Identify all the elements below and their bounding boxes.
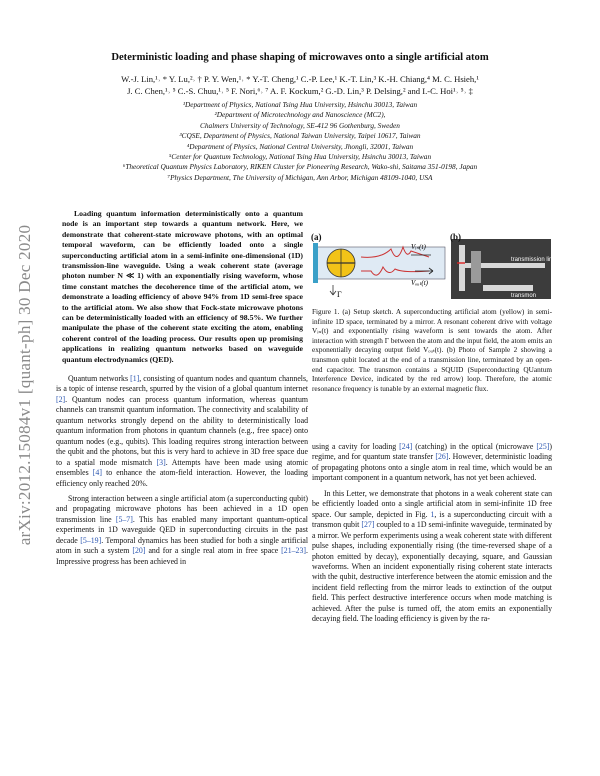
author-line: J. C. Chen,¹˒ ⁵ C.-S. Chuu,¹˒ ⁵ F. Nori,⁶˒ ⁷ A. F. Kockum,² G.-D. Lin,³ P. Delsing,² and I.-C. Hoi¹˒ ⁵˒ ‡ (127, 86, 473, 96)
decay-arrow (330, 285, 336, 295)
arxiv-sidebar (8, 195, 42, 575)
citation-link[interactable]: [24] (399, 442, 413, 451)
paragraph: Quantum networks [1], consisting of quantum nodes and quantum channels, is a topic of intense research, spurred by the vision of a global quantum internet [2]. Quantum nodes can process quantum information, whereas quantum channels can transmit quantum information. The connectivity and scalability of quantum networks strongly depend on the ability to deterministically load quantum information from photons in quantum channels (e.g., free space) onto quantum nodes (e.g., qubits). This loading requires strong interaction between the qubit and the photons, but this is very hard to achieve in 3D free space due to a spatial mode mismatch [3]. Attempts have been made using atomic ensembles [4] to enhance the atom-field interaction. However, the loading efficiency only reached 20%. (56, 374, 308, 488)
author-list (60, 73, 540, 97)
line-label: transmission line (511, 257, 554, 263)
abstract: Loading quantum information deterministically onto a quantum node is an important step towards a quantum network. Here, we demonstrate that coherent-state microwave photons, with an optimal temporal waveform, can be efficiently loaded onto a single superconducting artificial atom in a semi-infinite one-dimensional (1D) transmission-line waveguide. Using a weak coherent state (average photon number N ≪ 1) with an exponentially rising waveform, whose time constant matches the decoherence time of the artificial atom, we demonstrate a loading efficiency of above 94% from 1D semi-free space to the artificial atom. We also show that Fock-state microwave photons can be deterministically loaded with an efficiency of 98.5%. We further manipulate the phase of the coherent state exciting the atom, enabling coherent control of the loading process. Our results open up promising applications in realizing quantum networks based on waveguide quantum electrodynamics (QED). (62, 209, 303, 364)
citation-link[interactable]: [5–19] (80, 535, 102, 545)
citation-link[interactable]: [20] (132, 546, 146, 556)
paragraph: Strong interaction between a single artificial atom (a superconducting qubit) and propagating microwave photons has been achieved in a 1D open transmission line [5–7]. This has enabled many important quantum-optical experiments in 1D waveguide QED in superconducting circuits in the past decade [5–19]. Temporal dynamics has been studied for both a single artificial atom in such a system [20] and for a single real atom in free space [21–23]. Impressive progress has been achieved in (56, 493, 308, 566)
citation-link[interactable]: [21–23] (281, 546, 307, 556)
citation-link[interactable]: [27] (361, 520, 375, 530)
panel-label-a: (a) (311, 232, 322, 242)
citation-link[interactable]: [5–7] (115, 514, 133, 524)
arxiv-identifier: arXiv:2012.15084v1 [quant-ph] 30 Dec 2020 (15, 224, 34, 546)
left-column (56, 374, 308, 572)
panel-label-b: (b) (450, 232, 461, 242)
author-line: W.-J. Lin,¹˒ * Y. Lu,²˒ † P. Y. Wen,¹˒ * Y.-T. Cheng,¹ C.-P. Lee,¹ K.-T. Lin,³ K.-H. Chiang,⁴ M. C. Hsieh,¹ (121, 74, 479, 84)
figure-caption: Figure 1. (a) Setup sketch. A superconducting artificial atom (yellow) in semi-infinite 1D space, terminated by a mirror. A resonant coherent drive with voltage Vᵢₙ(t) and exponentially rising waveform is sent towards the atom. After interaction with strength Γ between the atom and the input field, the atom emits an exponentially decaying output field Vₒᵤₜ(t). (b) Photo of Sample 2 showing a transmon qubit located at the end of a transmission line, terminated by an open-end capacitor. The transmon contains a SQUID (Superconducting QUantum Interference Device, indicated by the red arrow) loop. Therefore, the atomic resonance frequency is tunable by an external magnetic flux. (312, 308, 552, 393)
affiliation: ⁶Theoretical Quantum Physics Laboratory, RIKEN Cluster for Pioneering Research, Wako-shi, Saitama 351-0198, Japan (122, 162, 478, 172)
gamma-label: Γ (337, 290, 342, 299)
figure-reference-link[interactable]: 1 (430, 509, 435, 519)
citation-link[interactable]: [2] (56, 394, 66, 404)
right-column (312, 442, 552, 630)
citation-link[interactable]: [25] (536, 442, 550, 451)
figure-1 (311, 232, 554, 302)
citation-link[interactable]: [26] (435, 452, 449, 462)
affiliation: ⁴Department of Physics, National Central University, Jhongli, 32001, Taiwan (186, 141, 414, 151)
paragraph: In this Letter, we demonstrate that photons in a weak coherent state can be efficiently loaded onto a single artificial atom in semi-infinite 1D free space. Our sample, depicted in Fig. 1, is a superconducting circuit with a transmon qubit [27] coupled to a 1D semi-infinite waveguide, terminated by a mirror. We perform experiments using a weak coherent state with different pulse shapes, including exponentially rising (the time-reversed shape of a photon emitted by decay), exponentially decaying, square, and Gaussian waveforms. When an incident exponentially rising coherent state interacts with the qubit, destructive interference between the atomic emission and the incident field reflecting from the mirror leads to extinction of the output field. This perfect destructive interference occurs when mode matching is achieved. After the pulse is turned off, the atom emits an exponentially decaying field. The loading efficiency is given by the ra- (312, 488, 552, 624)
vin-label: Vᵢₙ(t) (411, 243, 426, 251)
affiliation: Chalmers University of Technology, SE-412 96 Gothenburg, Sweden (200, 120, 400, 130)
affiliation: ¹Department of Physics, National Tsing Hua University, Hsinchu 30013, Taiwan (182, 100, 418, 109)
citation-link[interactable]: [1] (130, 374, 140, 383)
affiliation-list (56, 100, 544, 183)
affiliation: ²Department of Microtechnology and Nanoscience (MC2), (214, 110, 386, 120)
citation-link[interactable]: [3] (156, 457, 166, 467)
affiliation: ³CQSE, Department of Physics, National Taiwan University, Taipei 10617, Taiwan (179, 131, 421, 141)
vout-label: Vₒᵤₜ(t) (411, 279, 428, 287)
affiliation: ⁷Physics Department, The University of Michigan, Ann Arbor, Michigan 48109-1040, USA (167, 172, 433, 182)
mirror (313, 243, 318, 283)
affiliation: ⁵Center for Quantum Technology, National Tsing Hua University, Hsinchu 30013, Taiwan (168, 152, 432, 162)
paragraph: using a cavity for loading [24] (catching) in the optical (microwave [25]) regime, and for quantum state transfer [26]. However, deterministic loading of propagating photons onto a single atom in real time, which would be an important component in a quantum network, has not yet been achieved. (312, 442, 553, 483)
citation-link[interactable]: [4] (92, 468, 102, 478)
paper-title: Deterministic loading and phase shaping of microwaves onto a single artificial atom (111, 52, 489, 63)
transmon-label: transmon (511, 293, 537, 299)
figure-1-drawing (311, 235, 554, 302)
